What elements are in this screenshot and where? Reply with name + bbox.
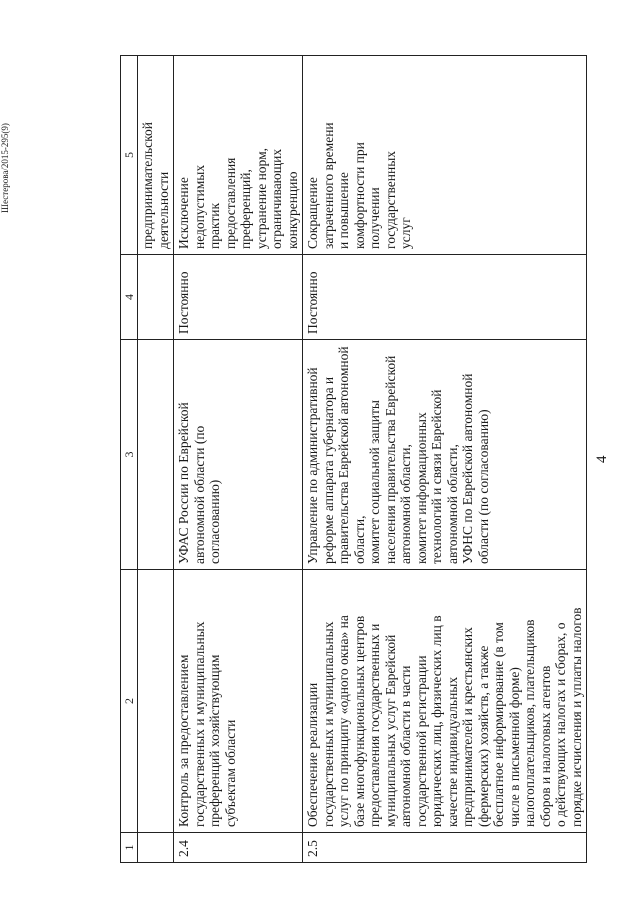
content-table — [120, 55, 587, 863]
result-cell — [174, 56, 303, 255]
continuation-cell — [138, 56, 174, 255]
continuation-row — [138, 56, 174, 863]
cell-line: Сокращение — [305, 177, 320, 249]
header-col-2: 2 — [121, 570, 138, 833]
cell-line: получении — [367, 187, 382, 249]
cell-line: комитет социальной защиты — [367, 400, 382, 564]
cell-line: преференций, — [238, 169, 253, 249]
responsible-cell — [303, 340, 587, 570]
cell-line: области, — [351, 515, 367, 564]
cell-line: предоставления — [222, 157, 238, 249]
cell-line: Обеспечение реализации — [305, 682, 320, 827]
cell-line: качестве индивидуальных — [444, 676, 460, 827]
cell-line: услуг по принципу «одного окна» на — [336, 615, 351, 827]
header-row — [121, 56, 138, 863]
result-cell — [303, 56, 587, 255]
cell-line: автономной области, — [444, 444, 460, 564]
cell-line: государственных — [382, 150, 398, 249]
cell-line: налогоплательщиков, плательщиков — [522, 619, 537, 827]
cell-line: муниципальных услуг Еврейской — [382, 634, 398, 827]
cell-line: Управление по административной — [305, 367, 320, 564]
cell-line: технологий и связи Еврейской — [429, 389, 444, 564]
table-row — [174, 56, 303, 863]
measure-cell — [303, 570, 587, 833]
cell-line: сборов и налоговых агентов — [537, 665, 553, 827]
header-col-1: 1 — [121, 833, 138, 863]
cell-line: о действующих налогах и сборах, о — [553, 622, 568, 827]
term-cell: Постоянно — [174, 255, 303, 340]
cell-line: согласованию) — [207, 479, 222, 564]
cell-line: порядке исчисления и уплаты налогов — [568, 607, 584, 827]
cell-line: конкуренцию — [284, 171, 300, 249]
cell-line: области (по согласованию) — [475, 409, 491, 564]
cell-line: УФНС по Еврейской автономной — [460, 373, 475, 564]
cell-line: автономной области (по — [191, 425, 207, 564]
cell-line: деятельности — [155, 171, 171, 249]
cell-line: недопустимых — [191, 164, 207, 249]
cell-line: комитет информационных — [413, 412, 429, 564]
cell-line: числе в письменной форме) — [506, 667, 522, 827]
cell-line: преференций хозяйствующим — [207, 654, 222, 827]
cell-line: предоставления государственных и — [367, 623, 382, 827]
footer-code: Шестерова/2015-295(9) — [0, 123, 10, 213]
cell-line: государственных и муниципальных — [191, 621, 207, 827]
cell-line: правительства Еврейской автономной — [336, 346, 351, 564]
cell-line: Контроль за предоставлением — [176, 654, 191, 827]
cell-line: устранение норм, — [253, 147, 269, 249]
table-row — [303, 56, 587, 863]
cell-line: комфортности при — [351, 142, 367, 249]
responsible-cell — [174, 340, 303, 570]
cell-line: населения правительства Еврейской — [382, 355, 398, 564]
cell-line: государственных и муниципальных — [320, 621, 336, 827]
cell-line: и повышение — [336, 172, 351, 249]
cell-line: Исключение — [176, 177, 191, 249]
term-cell: Постоянно — [303, 255, 587, 340]
cell-line: государственной регистрации — [413, 655, 429, 827]
cell-line: бесплатное информирование (в том — [491, 622, 506, 827]
cell-line: услуг — [398, 217, 413, 249]
cell-line: ограничивающих — [269, 148, 284, 249]
cell-line: предпринимательской — [140, 121, 155, 249]
cell-line: (фермерских) хозяйств, а также — [475, 645, 491, 827]
cell-line: предпринимателей и крестьянских — [460, 627, 475, 827]
cell-line: реформе аппарата губернатора и — [320, 376, 336, 564]
header-col-3: 3 — [121, 340, 138, 570]
cell-line: базе многофункциональных центров — [351, 615, 367, 827]
row-number: 2.4 — [174, 833, 303, 863]
header-col-4: 4 — [121, 255, 138, 340]
cell-line: автономной области в части — [398, 665, 413, 827]
cell-line: субъектам области — [222, 719, 238, 827]
row-number: 2.5 — [303, 833, 587, 863]
cell-line: автономной области, — [398, 444, 413, 564]
cell-line: УФАС России по Еврейской — [176, 402, 191, 564]
page-number: 4 — [594, 455, 610, 463]
header-col-5: 5 — [121, 56, 138, 255]
measure-cell — [174, 570, 303, 833]
cell-line: затраченного времени — [320, 122, 336, 249]
cell-line: юридических лиц, физических лиц в — [429, 615, 444, 827]
cell-line: практик — [207, 202, 222, 249]
